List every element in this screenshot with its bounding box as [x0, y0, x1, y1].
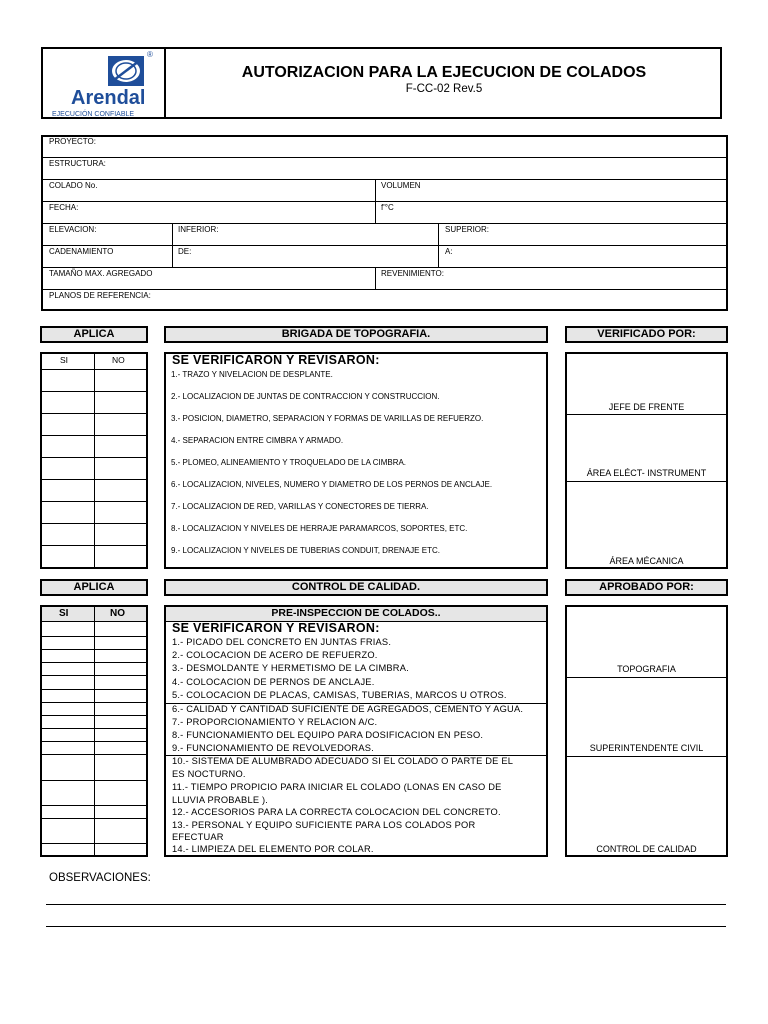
form-title: AUTORIZACION PARA LA EJECUCION DE COLADOS [241, 64, 647, 81]
row-line [41, 621, 147, 622]
calidad-item-11-cont: LLUVIA PROBABLE ). [172, 795, 269, 805]
calidad-item-1: 1.- PICADO DEL CONCRETO EN JUNTAS FRIAS. [172, 637, 392, 647]
colado-no-label: COLADO No. [49, 181, 98, 190]
row-line [41, 435, 147, 436]
row-line [42, 201, 727, 202]
planos-referencia-label: PLANOS DE REFERENCIA: [49, 291, 151, 300]
calidad-item-10-cont: ES NOCTURNO. [172, 769, 246, 779]
col-line [172, 224, 173, 267]
calidad-item-6: 6.- CALIDAD Y CANTIDAD SUFICIENTE DE AGREGADOS, CEMENTO Y AGUA. [172, 704, 524, 714]
inferior-label: INFERIOR: [178, 225, 219, 234]
row-line [42, 245, 727, 246]
topografia-item-4: 4.- SEPARACION ENTRE CIMBRA Y ARMADO. [171, 436, 344, 445]
row-line [566, 481, 727, 482]
arendal-logo [44, 50, 162, 118]
revenimiento-label: REVENIMIENTO: [381, 269, 444, 278]
col-line [438, 224, 439, 267]
topografia-item-9: 9.- LOCALIZACION Y NIVELES DE TUBERIAS CONDUIT, DRENAJE ETC. [171, 546, 440, 555]
si-label: SI [59, 608, 69, 619]
col-line [375, 180, 376, 223]
row-line [42, 223, 727, 224]
form-code: F-CC-02 Rev.5 [405, 83, 483, 95]
calidad-item-14: 14.- LIMPIEZA DEL ELEMENTO POR COLAR. [172, 844, 374, 854]
calidad-item-8: 8.- FUNCIONAMIENTO DEL EQUIPO PARA DOSIFICACION EN PESO. [172, 730, 484, 740]
signer-superintendente-civil: SUPERINTENDENTE CIVIL [589, 743, 704, 753]
volumen-label: VOLUMEN [381, 181, 421, 190]
verificado-por-header: VERIFICADO POR: [565, 326, 728, 343]
row-line [41, 457, 147, 458]
topografia-item-1: 1.- TRAZO Y NIVELACION DE DESPLANTE. [171, 370, 333, 379]
col-line [375, 268, 376, 289]
row-line [41, 479, 147, 480]
topografia-item-3: 3.- POSICION, DIAMETRO, SEPARACION Y FORMAS DE VARILLAS DE REFUERZO. [171, 414, 484, 423]
cadenamiento-label: CADENAMIENTO [49, 247, 114, 256]
aprobado-por-header: APROBADO POR: [565, 579, 728, 596]
superior-label: SUPERIOR: [445, 225, 490, 234]
calidad-item-7: 7.- PROPORCIONAMIENTO Y RELACION A/C. [172, 717, 378, 727]
row-line [41, 675, 147, 676]
signer-control-calidad: CONTROL DE CALIDAD [596, 844, 697, 854]
row-line [42, 157, 727, 158]
fecha-label: FECHA: [49, 203, 79, 212]
row-line [41, 501, 147, 502]
calidad-item-5: 5.- COLOCACION DE PLACAS, CAMISAS, TUBERIAS, MARCOS U OTROS. [172, 690, 507, 700]
observaciones-label: OBSERVACIONES: [49, 872, 151, 884]
row-line [566, 756, 727, 757]
row-line [41, 805, 147, 806]
aplica-header-topografia: APLICA [40, 326, 148, 343]
row-line [41, 689, 147, 690]
estructura-label: ESTRUCTURA: [49, 159, 106, 168]
calidad-item-2: 2.- COLOCACION DE ACERO DE REFUERZO. [172, 650, 378, 660]
fc-label: f'°C [381, 203, 394, 212]
row-line [566, 677, 727, 678]
elevacion-label: ELEVACION: [49, 225, 97, 234]
topografia-item-2: 2.- LOCALIZACION DE JUNTAS DE CONTRACCION Y CONSTRUCCION. [171, 392, 440, 401]
row-line [41, 741, 147, 742]
calidad-heading: SE VERIFICARON Y REVISARON: [172, 621, 380, 635]
row-line [41, 728, 147, 729]
observaciones-line-1 [46, 904, 726, 905]
row-line [42, 179, 727, 180]
row-line [41, 818, 147, 819]
aplica-header-calidad: APLICA [40, 579, 148, 596]
no-label: NO [112, 355, 125, 365]
row-line [41, 636, 147, 637]
a-label: A: [445, 247, 453, 256]
col-line [94, 353, 95, 568]
topografia-item-7: 7.- LOCALIZACION DE RED, VARILLAS Y CONECTORES DE TIERRA. [171, 502, 429, 511]
de-label: DE: [178, 247, 192, 256]
row-line [41, 780, 147, 781]
signer-jefe-frente: JEFE DE FRENTE [608, 402, 685, 412]
proyecto-label: PROYECTO: [49, 137, 96, 146]
calidad-item-11: 11.- TIEMPO PROPICIO PARA INICIAR EL COLADO (LONAS EN CASO DE [172, 782, 502, 792]
topografia-heading: SE VERIFICARON Y REVISARON: [172, 353, 380, 367]
row-line [41, 715, 147, 716]
row-line [41, 702, 147, 703]
observaciones-line-2 [46, 926, 726, 927]
row-line [41, 391, 147, 392]
row-line [41, 523, 147, 524]
signer-area-electrica: ÁREA ELÉCT- INSTRUMENT [586, 468, 707, 478]
row-line [41, 649, 147, 650]
no-label: NO [110, 608, 125, 619]
logo-wordmark: Arendal [71, 87, 146, 109]
logo-tagline: EJECUCIÓN CONFIABLE [52, 111, 135, 118]
logo-mark-icon [44, 50, 162, 90]
row-line [42, 267, 727, 268]
row-line [566, 414, 727, 415]
logo-registered-mark: ® [147, 50, 153, 59]
aprobado-signatures-box [565, 605, 728, 857]
brigada-topografia-header: BRIGADA DE TOPOGRAFIA. [164, 326, 548, 343]
verificado-signatures-box [565, 352, 728, 569]
row-line [41, 843, 147, 844]
calidad-item-4: 4.- COLOCACION DE PERNOS DE ANCLAJE. [172, 677, 375, 687]
row-line [41, 413, 147, 414]
topografia-item-6: 6.- LOCALIZACION, NIVELES, NUMERO Y DIAMETRO DE LOS PERNOS DE ANCLAJE. [171, 480, 493, 489]
signer-area-mecanica: ÁREA MÉCANICA [609, 556, 684, 566]
row-line [42, 289, 727, 290]
row-line [41, 662, 147, 663]
calidad-item-13: 13.- PERSONAL Y EQUIPO SUFICIENTE PARA LOS COLADOS POR [172, 820, 476, 830]
calidad-item-10: 10.- SISTEMA DE ALUMBRADO ADECUADO SI EL COLADO O PARTE DE EL [172, 756, 514, 766]
calidad-item-13-cont: EFECTUAR [172, 832, 224, 842]
topografia-item-8: 8.- LOCALIZACION Y NIVELES DE HERRAJE PARAMARCOS, SOPORTES, ETC. [171, 524, 468, 533]
tamano-agregado-label: TAMAÑO MAX. AGREGADO [49, 269, 153, 278]
row-line [41, 754, 147, 755]
si-label: SI [60, 355, 69, 365]
signer-topografia: TOPOGRAFIA [617, 664, 676, 674]
calidad-item-3: 3.- DESMOLDANTE Y HERMETISMO DE LA CIMBRA. [172, 663, 409, 673]
pre-inspeccion-header: PRE-INSPECCION DE COLADOS.. [271, 607, 441, 619]
calidad-item-12: 12.- ACCESORIOS PARA LA CORRECTA COLOCACION DEL CONCRETO. [172, 807, 501, 817]
topografia-item-5: 5.- PLOMEO, ALINEAMIENTO Y TROQUELADO DE LA CIMBRA. [171, 458, 407, 467]
calidad-item-9: 9.- FUNCIONAMIENTO DE REVOLVEDORAS. [172, 743, 374, 753]
row-line [41, 369, 147, 370]
row-line [41, 545, 147, 546]
control-calidad-header: CONTROL DE CALIDAD. [164, 579, 548, 596]
